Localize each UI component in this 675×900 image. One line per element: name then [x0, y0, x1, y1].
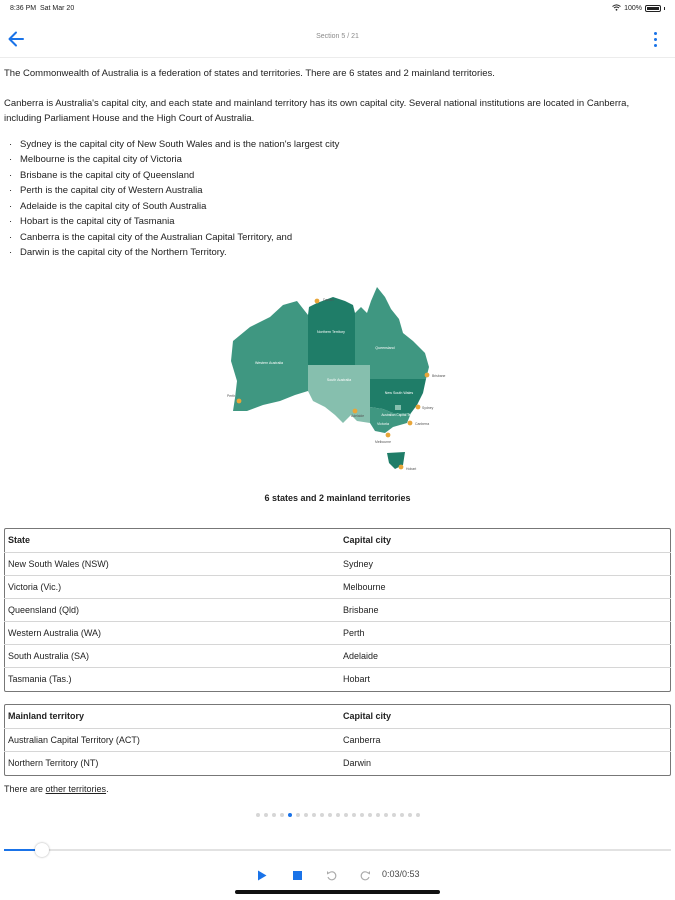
page-dot[interactable] [408, 813, 412, 817]
label-queensland: Queensland [375, 346, 395, 350]
wifi-icon [612, 4, 621, 13]
table-cell: Western Australia (WA) [4, 621, 339, 644]
table-row [4, 751, 671, 774]
table-cell: South Australia (SA) [4, 644, 339, 667]
note-suffix: . [106, 784, 109, 794]
play-icon [257, 870, 267, 881]
territories-table [4, 705, 671, 774]
list-item: · Melbourne is the capital city of Victoria [4, 152, 668, 168]
page-dot[interactable] [392, 813, 396, 817]
time-readout: 0:03/0:53 [382, 869, 420, 879]
city-canberra: Canberra [415, 422, 430, 426]
table-cell: Northern Territory (NT) [4, 751, 339, 774]
marker-sydney [416, 405, 421, 410]
table-cell: Canberra [339, 728, 671, 751]
page-dot[interactable] [336, 813, 340, 817]
page-dot[interactable] [344, 813, 348, 817]
page-dot[interactable] [328, 813, 332, 817]
page-dot[interactable] [288, 813, 292, 817]
player-controls [0, 866, 675, 884]
city-brisbane: Brisbane [432, 374, 446, 378]
section-title: Section 5 / 21 [316, 33, 359, 40]
marker-darwin [315, 299, 320, 304]
battery-tip [664, 7, 665, 10]
label-victoria: Victoria [377, 422, 389, 426]
table-row [4, 644, 671, 667]
list-item: · Canberra is the capital city of the Australian Capital Territory, and [4, 230, 668, 246]
page-dot[interactable] [360, 813, 364, 817]
table-header-row [4, 705, 671, 728]
battery-icon [645, 5, 661, 12]
slider-track [4, 849, 671, 851]
column-header: State [8, 535, 31, 546]
status-time: 8:36 PM Sat Mar 20 [10, 5, 75, 12]
more-dot-icon [654, 38, 657, 41]
nav-bar [0, 18, 675, 58]
more-options-button[interactable] [649, 28, 661, 50]
battery-percent: 100% [624, 5, 642, 12]
column-header: Capital city [343, 711, 392, 722]
page-dot[interactable] [280, 813, 284, 817]
status-right [612, 4, 665, 13]
city-darwin: Darwin [323, 298, 334, 302]
page-indicator[interactable] [0, 813, 675, 817]
map-caption: 6 states and 2 mainland territories [264, 493, 411, 503]
label-act: Australian Capital Territory [381, 413, 419, 417]
play-button[interactable] [254, 866, 270, 884]
other-territories-link[interactable]: other territories [45, 784, 107, 794]
city-perth: Perth [227, 394, 236, 398]
marker-adelaide [353, 409, 358, 414]
table-cell: Australian Capital Territory (ACT) [4, 728, 339, 751]
stop-button[interactable] [289, 866, 305, 884]
marker-melbourne [386, 433, 391, 438]
forward-icon [360, 870, 371, 881]
table-row [4, 667, 671, 690]
status-bar [0, 0, 675, 18]
page-dot[interactable] [376, 813, 380, 817]
page-dot[interactable] [296, 813, 300, 817]
australia-map [225, 283, 455, 478]
column-header: Capital city [343, 535, 392, 546]
table-cell: Sydney [339, 552, 671, 575]
label-south-australia: South Australia [326, 378, 352, 382]
table-cell: Melbourne [339, 575, 671, 598]
list-item: · Perth is the capital city of Western Australia [4, 183, 668, 199]
audio-progress-slider[interactable] [4, 843, 671, 857]
states-table [4, 529, 671, 690]
home-indicator[interactable] [235, 890, 440, 894]
table-row [4, 552, 671, 575]
note-prefix: There are [4, 784, 46, 794]
label-western-australia: Western Australia [254, 361, 284, 365]
page-dot[interactable] [368, 813, 372, 817]
city-hobart: Hobart [406, 467, 417, 471]
article-content [4, 66, 668, 261]
table-cell: Adelaide [339, 644, 671, 667]
marker-canberra [408, 421, 413, 426]
list-item: · Darwin is the capital city of the Northern Territory. [4, 245, 668, 261]
table-cell: Brisbane [339, 598, 671, 621]
slider-thumb[interactable] [35, 843, 49, 857]
region-act [395, 405, 401, 410]
table-row [4, 728, 671, 751]
table-cell: Tasmania (Tas.) [4, 667, 339, 690]
page-dot[interactable] [312, 813, 316, 817]
list-item: · Hobart is the capital city of Tasmania [4, 214, 668, 230]
rewind-button[interactable] [323, 866, 339, 884]
page-dot[interactable] [320, 813, 324, 817]
more-dot-icon [654, 32, 657, 35]
page-dot[interactable] [400, 813, 404, 817]
region-western-australia [231, 301, 308, 411]
city-sydney: Sydney [422, 406, 434, 410]
table-header-row [4, 529, 671, 552]
rewind-icon [326, 870, 337, 881]
list-item: · Sydney is the capital city of New South Wales and is the nation's largest city [4, 137, 668, 153]
table-cell: Hobart [339, 667, 671, 690]
marker-perth [237, 399, 242, 404]
page-dot[interactable] [352, 813, 356, 817]
capital-list [4, 137, 668, 261]
table-cell: New South Wales (NSW) [4, 552, 339, 575]
table-cell: Victoria (Vic.) [4, 575, 339, 598]
page-dot[interactable] [384, 813, 388, 817]
table-cell: Perth [339, 621, 671, 644]
table-row [4, 598, 671, 621]
table-row [4, 621, 671, 644]
page-dot[interactable] [304, 813, 308, 817]
city-adelaide: Adelaide [351, 414, 365, 418]
marker-hobart [399, 465, 404, 470]
page-dot[interactable] [272, 813, 276, 817]
more-dot-icon [654, 44, 657, 47]
intro-paragraph: The Commonwealth of Australia is a federation of states and territories. There are 6 states and 2 mainland territories. [4, 68, 495, 79]
forward-button[interactable] [357, 866, 373, 884]
table-cell: Darwin [339, 751, 671, 774]
marker-brisbane [425, 373, 430, 378]
city-melbourne: Melbourne [375, 440, 392, 444]
table-row [4, 575, 671, 598]
list-item: · Brisbane is the capital city of Queensland [4, 168, 668, 184]
other-territories-note [4, 784, 109, 794]
table-cell: Queensland (Qld) [4, 598, 339, 621]
canberra-paragraph: Canberra is Australia's capital city, and each state and mainland territory has its own capital city. Several national institutions are located in Canberra, including Parliament House and the High Court of Australia. [4, 97, 630, 124]
label-new-south-wales: New South Wales [384, 391, 414, 395]
page-dot[interactable] [416, 813, 420, 817]
column-header: Mainland territory [8, 711, 85, 722]
page-dot[interactable] [256, 813, 260, 817]
label-northern-territory: Northern Territory [317, 330, 345, 334]
list-item: · Adelaide is the capital city of South Australia [4, 199, 668, 215]
stop-icon [293, 871, 302, 880]
page-dot[interactable] [264, 813, 268, 817]
